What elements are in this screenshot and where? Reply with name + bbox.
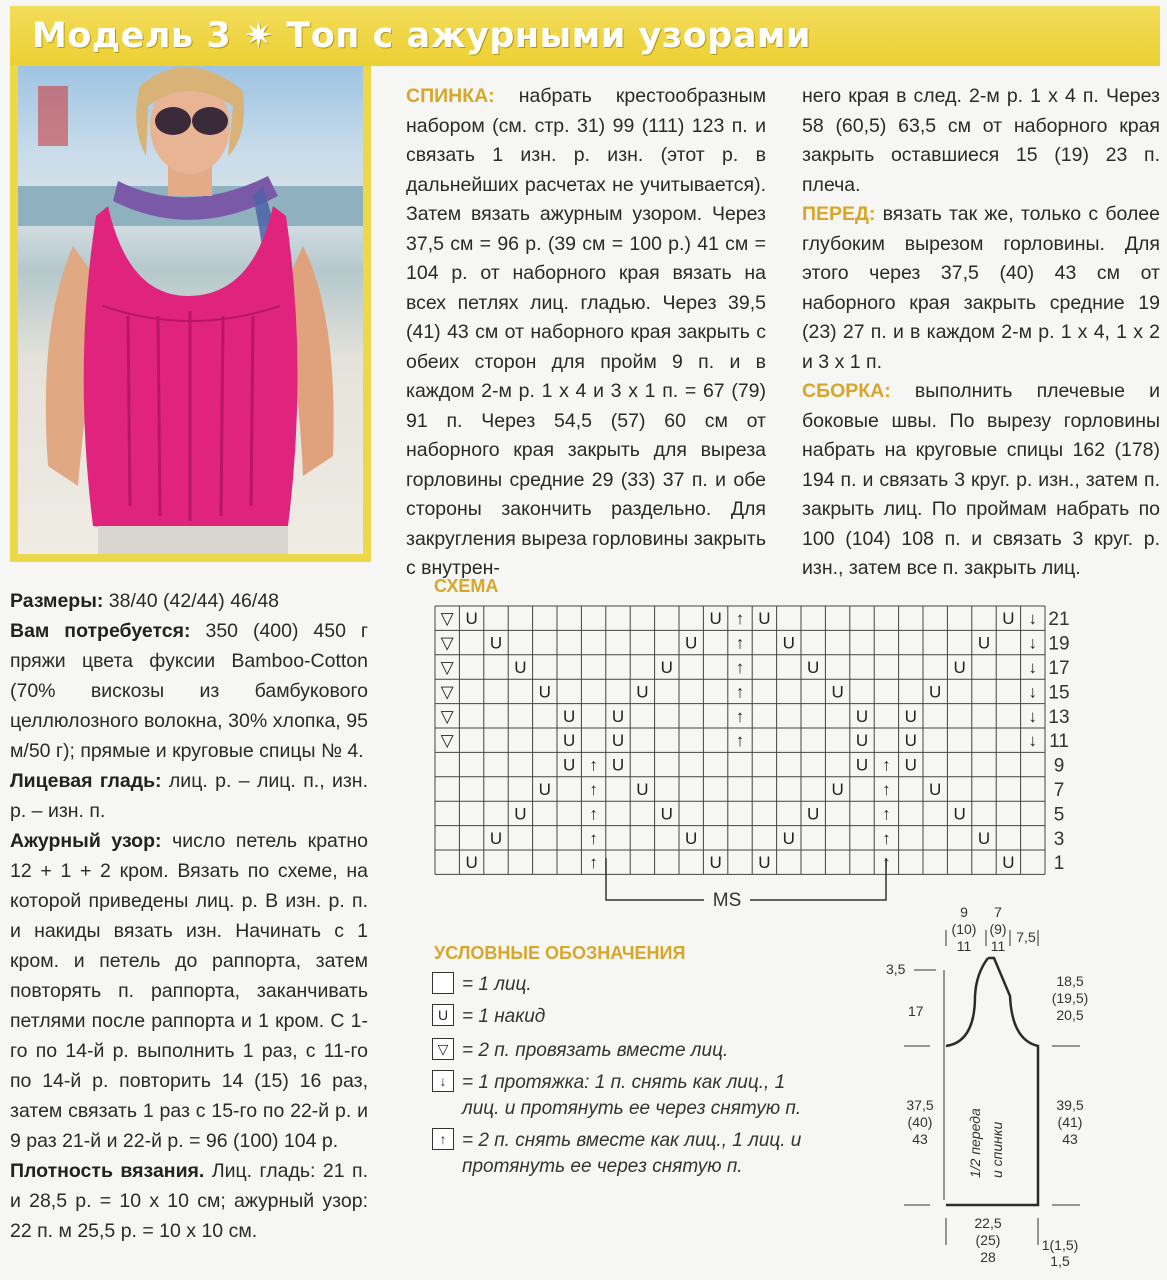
- legend-item-k2tog: [432, 1038, 728, 1064]
- yarn-over-icon: U: [904, 706, 917, 726]
- yarn-over-icon: U: [929, 682, 942, 702]
- legend-item-text: = 2 п. снять вместе как лиц., 1 лиц. и протянуть ее через снятую п.: [462, 1130, 802, 1177]
- k2tog-icon: ▽: [440, 658, 454, 677]
- schematic-label: 1/2 переда: [967, 1108, 983, 1178]
- knitting-chart: [430, 600, 1070, 925]
- dim-label: (19,5): [1051, 990, 1089, 1006]
- skp-icon: ↓: [1028, 706, 1038, 726]
- dim-label: (40): [907, 1114, 933, 1130]
- lace-text: число петель кратно 12 + 1 + 2 кром. Вязать по схеме, на которой приведены лиц. р. В изн. р. п. и накиды вязать изн. Начинать с 1 кром. и петель до раппорта, затем повторять п. раппорта, заканчивать петлями после раппорта и 1 кром. С 1-го по 14-й р. выполнить 1 раз, с 11-го по 14-й р. повторить 14 (15) 16 раз, затем связать 1 раз с 15-го по 22-й р. и 9 раз 21-й и 22-й р. = 96 (100) 104 р.: [10, 830, 368, 1152]
- dim-label: (25): [975, 1232, 1001, 1248]
- materials-column: [10, 586, 368, 1246]
- yarn-over-icon: U: [660, 658, 673, 677]
- skp-icon: ↓: [1028, 609, 1038, 629]
- yarn-over-icon: U: [538, 682, 551, 702]
- yarn-over-icon: U: [977, 633, 991, 653]
- yarn-over-icon: U: [855, 731, 869, 751]
- knit-symbol-icon: [432, 972, 454, 994]
- schematic-label: и спинки: [989, 1121, 1005, 1178]
- yarn-over-icon: U: [831, 780, 844, 799]
- row-number: 21: [1048, 609, 1070, 631]
- k2tog-icon: ▽: [440, 609, 454, 629]
- row-number: 11: [1049, 731, 1069, 753]
- legend-item-text: = 1 лиц.: [462, 974, 532, 995]
- materials-label: Вам потребуется:: [10, 620, 191, 642]
- yarn-over-icon: U: [563, 706, 576, 726]
- s2kp-icon: ↑: [735, 633, 745, 653]
- s2kp-icon: ↑: [589, 804, 598, 824]
- sizes-text: 38/40 (42/44) 46/48: [103, 590, 280, 612]
- yarn-over-icon: U: [855, 755, 869, 775]
- gauge-paragraph: [10, 1156, 368, 1246]
- dim-label: 18,5: [1056, 973, 1084, 989]
- back-continuation: него края в след. 2-м р. 1 х 4 п. Через 58 (60,5) 63,5 см от наборного края закрыть оставшиеся 15 (19) 23 п. плеча.: [802, 85, 1160, 196]
- dim-label: 43: [912, 1131, 928, 1147]
- photo-frame: [10, 66, 371, 562]
- materials-paragraph: [10, 616, 368, 766]
- sizes-paragraph: [10, 586, 368, 616]
- yarn-over-icon: U: [831, 682, 844, 702]
- s2kp-icon: ↑: [589, 780, 598, 799]
- stockinette-paragraph: [10, 766, 368, 826]
- dim-label: 37,5: [906, 1097, 934, 1113]
- s2kp-icon: ↑: [735, 706, 745, 726]
- yarn-over-icon: U: [514, 804, 527, 824]
- k2tog-icon: ▽: [432, 1038, 454, 1060]
- front-text: вязать так же, только с более глубоким вырезом горловины. Для этого через 37,5 (40) 43 см от наборного края закрыть средние 19 (23) 27 п. и в каждом 2-м р. 1 х 4, 1 х 2 и 3 х 1 п.: [802, 203, 1160, 373]
- legend-label: УСЛОВНЫЕ ОБОЗНАЧЕНИЯ: [434, 943, 686, 963]
- s2kp-icon: ↑: [432, 1128, 454, 1150]
- skp-icon: ↓: [1028, 633, 1038, 653]
- dim-label: 1,5: [1050, 1253, 1070, 1269]
- s2kp-icon: ↑: [589, 828, 598, 848]
- yarn-over-icon: U: [1002, 609, 1015, 629]
- back-label: СПИНКА:: [406, 85, 495, 107]
- row-number: 15: [1048, 682, 1070, 704]
- yarn-over-icon: U: [855, 706, 869, 726]
- row-number: 1: [1053, 853, 1065, 875]
- row-number: 13: [1048, 706, 1070, 728]
- yarn-over-icon: U: [953, 658, 966, 677]
- row-number: 3: [1053, 828, 1065, 850]
- gauge-label: Плотность вязания.: [10, 1160, 205, 1182]
- yarn-over-icon: U: [489, 633, 503, 653]
- yarn-over-icon: U: [782, 633, 795, 653]
- yarn-over-icon: U: [489, 828, 503, 848]
- back-text: набрать крестообразным набором (см. стр. 31) 99 (111) 123 п. и связать 1 изн. р. изн. (этот р. в дальнейших расчетах не учитывается). Затем вязать ажурным узором. Через 37,5 см = 96 р. (39 см = 100 р.) 41 см = 104 р. от наборного края вязать на всех петлях лиц. гладью. Через 39,5 (41) 43 см от наборного края закрыть с обеих сторон для пройм 9 п. и в каждом 2-м р. 1 х 4 и 3 х 1 п. = 67 (79) 91 п. Через 54,5 (57) 60 см от наборного края закрыть для выреза горловины средние 29 (33) 37 п. и обе стороны закончить раздельно. Для закругления выреза горловины закрыть с внутрен-: [406, 85, 766, 579]
- yarn-over-icon: U: [563, 755, 576, 775]
- dim-label: 7: [994, 904, 1002, 920]
- k2tog-icon: ▽: [440, 682, 454, 702]
- yarn-over-icon: U: [611, 755, 625, 775]
- yarn-over-icon: U: [709, 609, 722, 629]
- yarn-over-icon: U: [611, 706, 625, 726]
- k2tog-icon: ▽: [440, 706, 454, 726]
- dim-label: 11: [990, 938, 1006, 954]
- yarn-over-icon: U: [465, 853, 478, 873]
- yarn-over-icon: U: [563, 731, 576, 751]
- legend-item-yarn-over: [432, 1004, 545, 1030]
- s2kp-icon: ↑: [882, 780, 891, 799]
- row-number: 9: [1053, 755, 1065, 777]
- yarn-over-icon: U: [432, 1004, 454, 1026]
- sizes-label: Размеры:: [10, 590, 104, 612]
- yarn-over-icon: U: [807, 804, 820, 824]
- s2kp-icon: ↑: [882, 755, 891, 775]
- repeat-bracket: [606, 858, 886, 900]
- instructions-right-column: [802, 82, 1160, 584]
- yarn-over-icon: U: [636, 682, 649, 702]
- dim-label: 11: [956, 938, 972, 954]
- yarn-over-icon: U: [611, 731, 625, 751]
- dim-label: 22,5: [974, 1215, 1002, 1231]
- row-number: 19: [1048, 633, 1070, 655]
- instructions-middle-column: [406, 82, 766, 584]
- stockinette-text: лиц. р. – лиц. п., изн. р. – изн. п.: [10, 770, 368, 822]
- s2kp-icon: ↑: [735, 682, 745, 702]
- dim-label: (9): [989, 921, 1007, 937]
- chart-row-numbers: [1048, 609, 1069, 874]
- yarn-over-icon: U: [1002, 853, 1015, 873]
- s2kp-icon: ↑: [735, 609, 745, 629]
- yarn-over-icon: U: [807, 658, 820, 677]
- assembly-text: выполнить плечевые и боковые швы. По вырезу горловины набрать на круговые спицы 162 (178) 194 п. и связать 3 круг. р. изн., затем п. закрыть лиц. По проймам набрать по 100 (104) 108 п. и связать 3 круг. р. изн., затем все п. закрыть лиц.: [802, 380, 1160, 579]
- assembly-paragraph: [802, 377, 1160, 584]
- yarn-over-icon: U: [514, 658, 527, 677]
- repeat-label: MS: [712, 890, 742, 911]
- dim-label: (10): [951, 921, 977, 937]
- yarn-over-icon: U: [709, 853, 722, 873]
- dim-label: 17: [908, 1003, 924, 1019]
- legend-item-knit: [432, 972, 532, 998]
- s2kp-icon: ↑: [882, 853, 891, 873]
- dim-label: 20,5: [1056, 1007, 1084, 1023]
- legend-item-text: = 2 п. провязать вместе лиц.: [462, 1040, 729, 1061]
- schematic-label-group: [967, 1108, 1005, 1178]
- dim-label: 7,5: [1016, 929, 1036, 945]
- legend-item-s2kp: [432, 1128, 802, 1180]
- yarn-over-icon: U: [758, 609, 771, 629]
- yarn-over-icon: U: [977, 828, 991, 848]
- front-paragraph: [802, 200, 1160, 377]
- yarn-over-icon: U: [904, 755, 917, 775]
- skp-icon: ↓: [1028, 731, 1038, 751]
- yarn-over-icon: U: [782, 828, 795, 848]
- gauge-text: Лиц. гладь: 21 п. и 28,5 р. = 10 х 10 см; ажурный узор: 22 п. м 25,5 р. = 10 х 10 см.: [10, 1160, 368, 1242]
- dim-label: 39,5: [1056, 1097, 1084, 1113]
- row-number: 17: [1048, 658, 1070, 679]
- legend-item-text: = 1 накид: [462, 1006, 546, 1027]
- yarn-over-icon: U: [465, 609, 478, 629]
- assembly-label: СБОРКА:: [802, 380, 891, 402]
- dim-label: 1(1,5): [1041, 1237, 1079, 1253]
- dim-label: 43: [1062, 1131, 1078, 1147]
- skp-icon: ↓: [432, 1070, 454, 1092]
- k2tog-icon: ▽: [440, 731, 454, 751]
- yarn-over-icon: U: [660, 804, 673, 824]
- back-paragraph: [406, 82, 766, 584]
- s2kp-icon: ↑: [589, 853, 598, 873]
- s2kp-icon: ↑: [735, 731, 745, 751]
- front-label: ПЕРЕД:: [802, 203, 876, 225]
- yarn-over-icon: U: [538, 780, 551, 799]
- row-number: 7: [1053, 780, 1065, 801]
- row-number: 5: [1053, 804, 1065, 826]
- skp-icon: ↓: [1028, 682, 1038, 702]
- dim-label: (41): [1057, 1114, 1083, 1130]
- yarn-over-icon: U: [929, 780, 942, 799]
- garment-schematic: [880, 900, 1100, 1270]
- s2kp-icon: ↑: [882, 828, 891, 848]
- yarn-over-icon: U: [953, 804, 966, 824]
- yarn-over-icon: U: [758, 853, 771, 873]
- dim-label: 3,5: [886, 961, 906, 977]
- yarn-over-icon: U: [685, 828, 698, 848]
- lace-paragraph: [10, 826, 368, 1156]
- dim-label: 9: [960, 904, 968, 920]
- page-title: Модель 3 ✷ Топ с ажурными узорами: [32, 16, 812, 56]
- model-illustration: [18, 66, 363, 554]
- dim-label: 28: [980, 1249, 996, 1265]
- yarn-over-icon: U: [685, 633, 698, 653]
- schema-label: СХЕМА: [434, 576, 499, 596]
- s2kp-icon: ↑: [735, 658, 745, 677]
- k2tog-icon: ▽: [440, 633, 454, 653]
- stockinette-label: Лицевая гладь:: [10, 770, 162, 792]
- s2kp-icon: ↑: [589, 755, 598, 775]
- skp-icon: ↓: [1028, 658, 1038, 677]
- yarn-over-icon: U: [636, 780, 649, 799]
- s2kp-icon: ↑: [882, 804, 891, 824]
- model-photo: [18, 66, 363, 554]
- legend-item-skp: [432, 1070, 802, 1122]
- lace-label: Ажурный узор:: [10, 830, 162, 852]
- yarn-over-icon: U: [904, 731, 917, 751]
- legend-item-text: = 1 протяжка: 1 п. снять как лиц., 1 лиц. и протянуть ее через снятую п.: [462, 1072, 802, 1119]
- materials-text: 350 (400) 450 г пряжи цвета фуксии Bamboo-Cotton (70% вискозы из бамбукового целлюлозного волокна, 30% хлопка, 95 м/50 г); прямые и круговые спицы № 4.: [10, 620, 368, 762]
- title-bar: [10, 6, 1160, 66]
